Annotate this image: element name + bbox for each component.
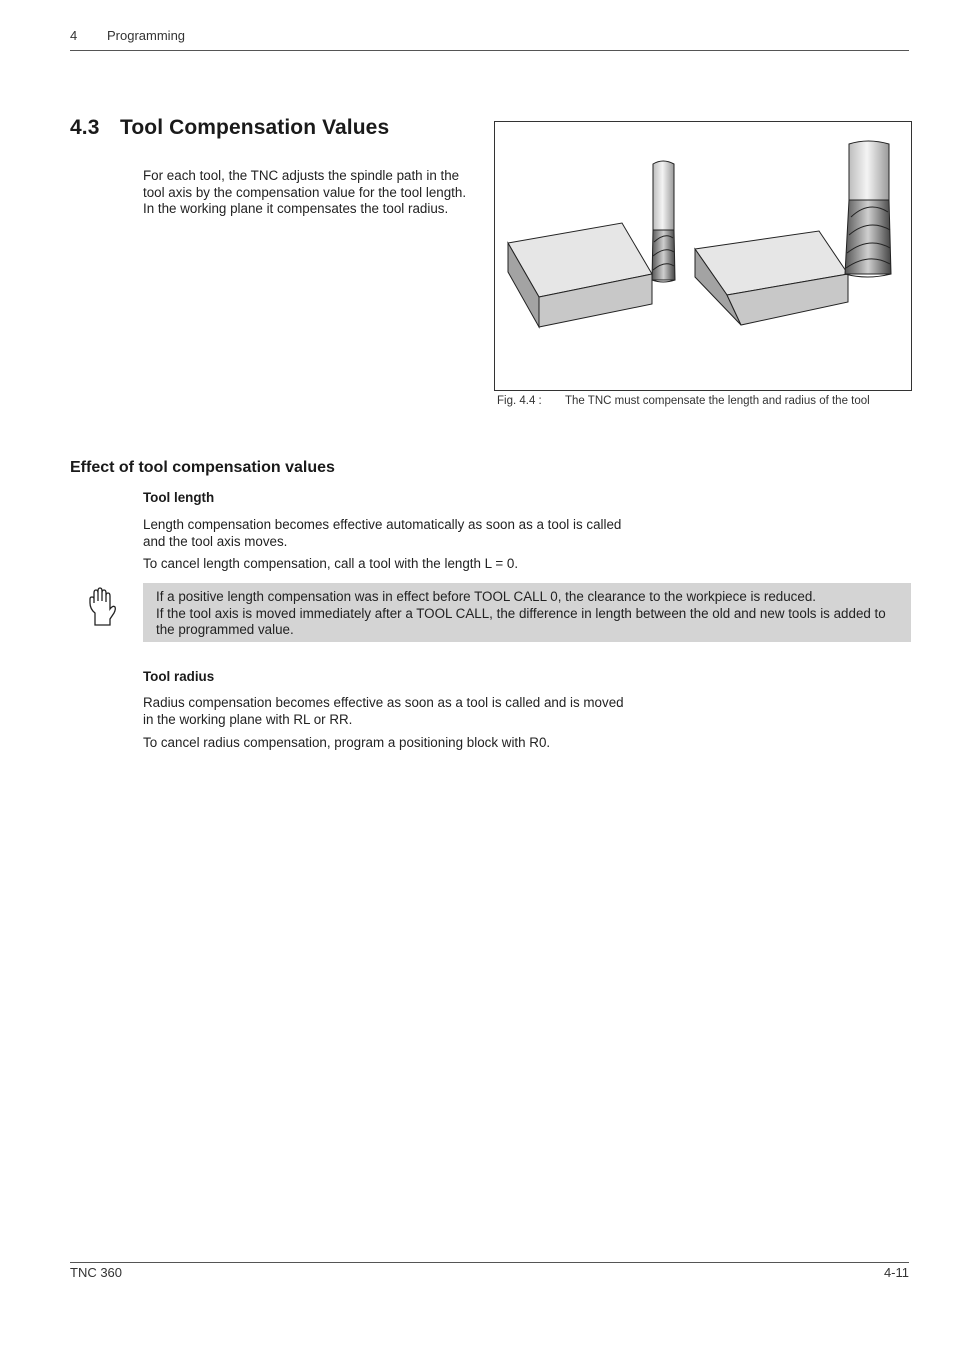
footer-model: TNC 360 (70, 1265, 123, 1280)
subsection-title: Effect of tool compensation values (70, 459, 335, 476)
tool-length-heading: Tool length (143, 490, 215, 505)
header-rule (70, 50, 909, 51)
end-mill-tool-right (845, 141, 891, 277)
tool-workpiece-illustration (495, 122, 911, 390)
end-mill-tool-left (652, 161, 675, 282)
footer-rule (70, 1262, 909, 1263)
pointing-hand-icon (86, 587, 118, 627)
workpiece-block-right (695, 231, 848, 325)
section-heading (70, 116, 389, 140)
note-line-2: If the tool axis is moved immediately after a TOOL CALL, the difference in length between the old and new tools is added to the programmed value. (156, 605, 886, 637)
chapter-number: 4 (70, 28, 78, 43)
workpiece-block-left (508, 223, 652, 327)
footer-page-number: 4-11 (883, 1265, 909, 1280)
tool-radius-paragraph-2: To cancel radius compensation, program a positioning block with R0. (143, 735, 551, 750)
figure-label: Fig. 4.4 : (497, 395, 542, 407)
chapter-title: Programming (107, 28, 186, 43)
tool-length-paragraph-2: To cancel length compensation, call a tool with the length L = 0. (143, 556, 519, 571)
section-number: 4.3 (70, 116, 100, 139)
figure-illustration (494, 121, 912, 391)
figure-caption (497, 395, 870, 407)
section-title: Tool Compensation Values (120, 116, 390, 139)
intro-paragraph: For each tool, the TNC adjusts the spindle path in the tool axis by the compensation value for the tool length. In the working plane it compensates the tool radius. (143, 168, 467, 216)
tool-length-paragraph-1: Length compensation becomes effective automatically as soon as a tool is called and the tool axis moves. (143, 517, 622, 549)
tool-radius-heading: Tool radius (143, 669, 215, 684)
note-box (143, 583, 911, 642)
figure-caption-text: The TNC must compensate the length and radius of the tool (565, 395, 870, 407)
tool-radius-paragraph-1: Radius compensation becomes effective as soon as a tool is called and is moved in the working plane with RL or RR. (143, 695, 624, 727)
note-line-1: If a positive length compensation was in effect before TOOL CALL 0, the clearance to the workpiece is reduced. (156, 589, 816, 604)
